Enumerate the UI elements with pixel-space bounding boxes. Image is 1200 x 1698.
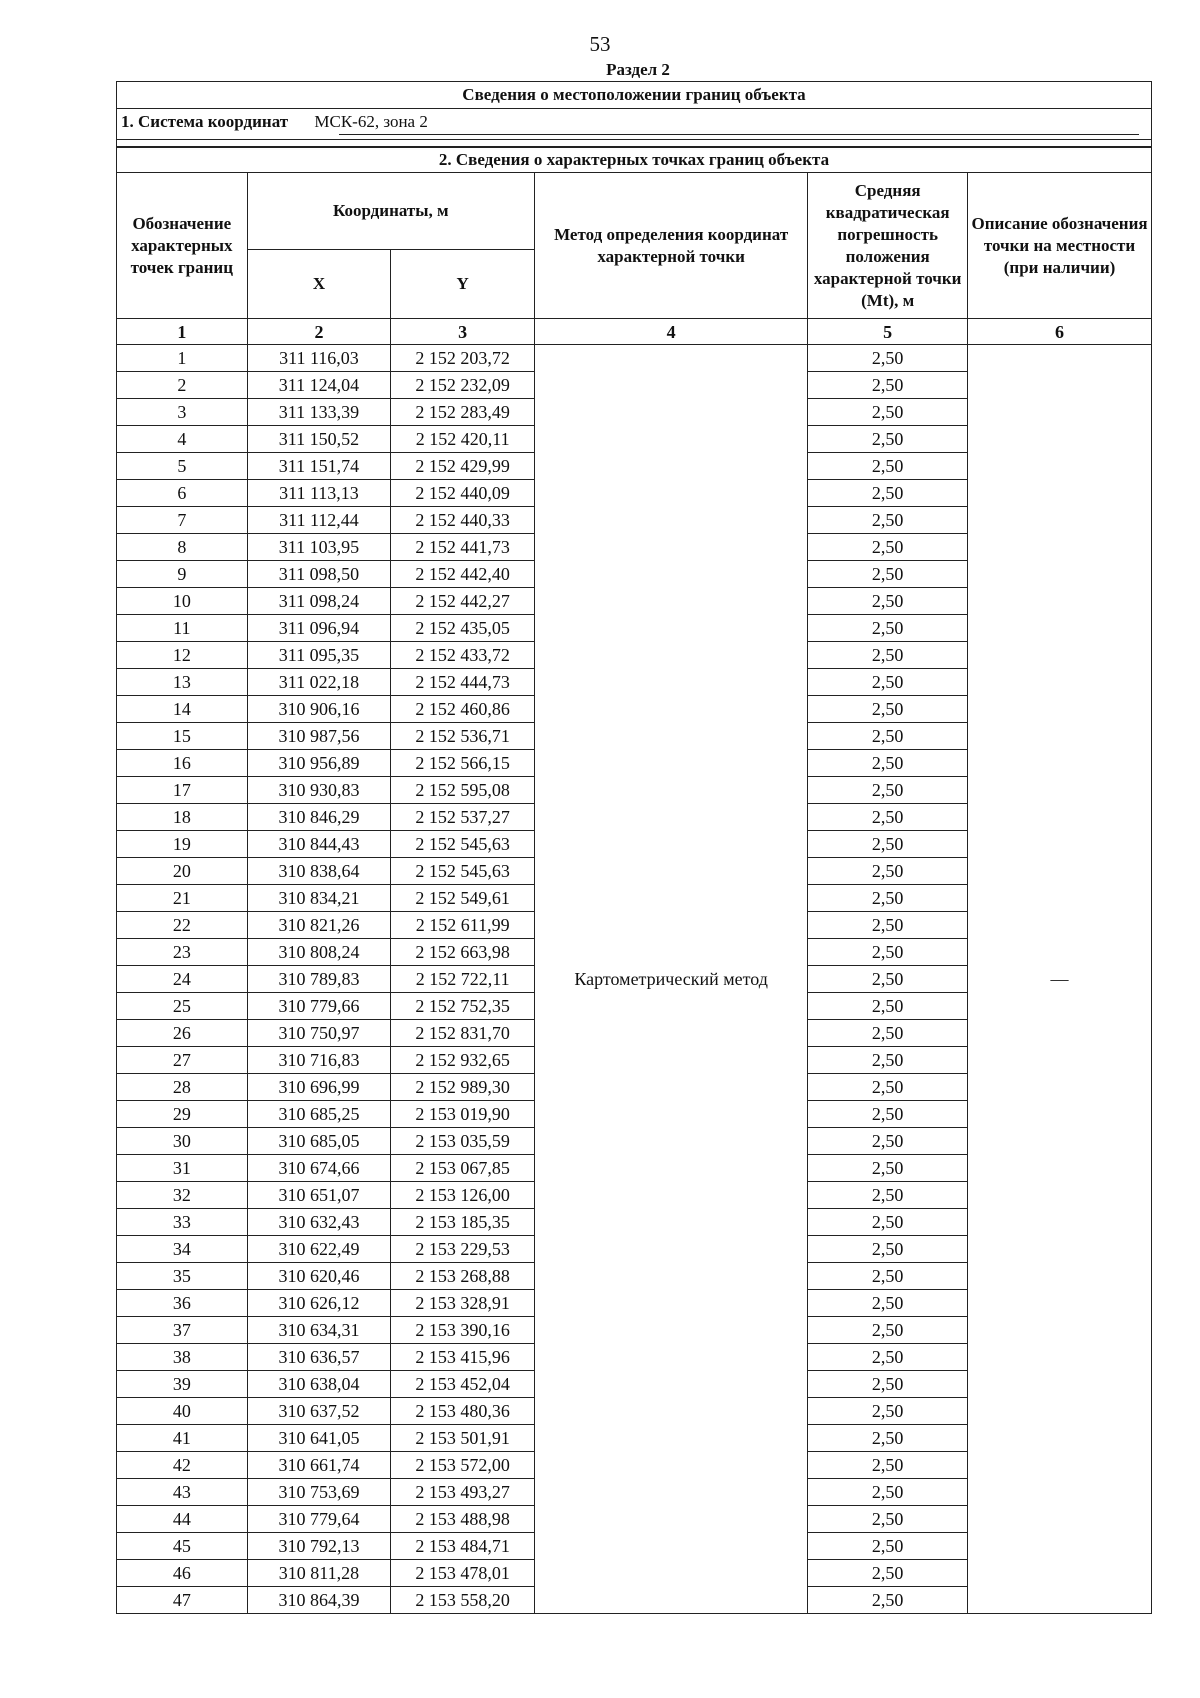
y-coordinate-cell: 2 153 019,90 xyxy=(391,1101,535,1128)
mean-square-error-cell: 2,50 xyxy=(808,1155,968,1182)
column-number-4: 4 xyxy=(535,319,808,345)
mean-square-error-cell: 2,50 xyxy=(808,1101,968,1128)
point-number-cell: 5 xyxy=(117,453,248,480)
point-number-cell: 6 xyxy=(117,480,248,507)
mean-square-error-cell: 2,50 xyxy=(808,1425,968,1452)
y-coordinate-cell: 2 152 433,72 xyxy=(391,642,535,669)
y-coordinate-cell: 2 152 440,33 xyxy=(391,507,535,534)
points-section-title: 2. Сведения о характерных точках границ объекта xyxy=(117,147,1152,173)
y-coordinate-cell: 2 153 268,88 xyxy=(391,1263,535,1290)
mean-square-error-cell: 2,50 xyxy=(808,1209,968,1236)
x-coordinate-cell: 310 838,64 xyxy=(247,858,391,885)
y-coordinate-cell: 2 152 232,09 xyxy=(391,372,535,399)
y-coordinate-cell: 2 153 484,71 xyxy=(391,1533,535,1560)
x-coordinate-cell: 310 753,69 xyxy=(247,1479,391,1506)
header-method: Метод определения координат характерной точки xyxy=(535,173,808,319)
y-coordinate-cell: 2 152 611,99 xyxy=(391,912,535,939)
mean-square-error-cell: 2,50 xyxy=(808,1263,968,1290)
point-number-cell: 28 xyxy=(117,1074,248,1101)
y-coordinate-cell: 2 153 415,96 xyxy=(391,1344,535,1371)
point-number-cell: 40 xyxy=(117,1398,248,1425)
table-row xyxy=(117,345,1152,372)
point-number-cell: 7 xyxy=(117,507,248,534)
point-number-cell: 17 xyxy=(117,777,248,804)
y-coordinate-cell: 2 152 442,27 xyxy=(391,588,535,615)
x-coordinate-cell: 311 096,94 xyxy=(247,615,391,642)
method-cell: Картометрический метод xyxy=(535,345,808,1614)
y-coordinate-cell: 2 152 566,15 xyxy=(391,750,535,777)
header-coordinates: Координаты, м xyxy=(247,173,534,250)
mean-square-error-cell: 2,50 xyxy=(808,696,968,723)
y-coordinate-cell: 2 152 203,72 xyxy=(391,345,535,372)
mean-square-error-cell: 2,50 xyxy=(808,885,968,912)
point-number-cell: 12 xyxy=(117,642,248,669)
mean-square-error-cell: 2,50 xyxy=(808,1290,968,1317)
y-coordinate-cell: 2 153 501,91 xyxy=(391,1425,535,1452)
x-coordinate-cell: 310 864,39 xyxy=(247,1587,391,1614)
x-coordinate-cell: 311 116,03 xyxy=(247,345,391,372)
y-coordinate-cell: 2 153 488,98 xyxy=(391,1506,535,1533)
mean-square-error-cell: 2,50 xyxy=(808,345,968,372)
point-number-cell: 9 xyxy=(117,561,248,588)
point-number-cell: 46 xyxy=(117,1560,248,1587)
point-number-cell: 37 xyxy=(117,1317,248,1344)
x-coordinate-cell: 310 846,29 xyxy=(247,804,391,831)
point-number-cell: 22 xyxy=(117,912,248,939)
point-number-cell: 3 xyxy=(117,399,248,426)
point-number-cell: 8 xyxy=(117,534,248,561)
mean-square-error-cell: 2,50 xyxy=(808,615,968,642)
y-coordinate-cell: 2 152 444,73 xyxy=(391,669,535,696)
x-coordinate-cell: 310 987,56 xyxy=(247,723,391,750)
coordinate-system-value: МСК-62, зона 2 xyxy=(314,112,428,131)
x-coordinate-cell: 310 834,21 xyxy=(247,885,391,912)
point-number-cell: 29 xyxy=(117,1101,248,1128)
mean-square-error-cell: 2,50 xyxy=(808,399,968,426)
x-coordinate-cell: 310 696,99 xyxy=(247,1074,391,1101)
point-number-cell: 25 xyxy=(117,993,248,1020)
x-coordinate-cell: 310 930,83 xyxy=(247,777,391,804)
point-number-cell: 16 xyxy=(117,750,248,777)
coordinate-system-label: 1. Система координат xyxy=(121,112,289,131)
mean-square-error-cell: 2,50 xyxy=(808,1317,968,1344)
point-number-cell: 43 xyxy=(117,1479,248,1506)
x-coordinate-cell: 310 634,31 xyxy=(247,1317,391,1344)
x-coordinate-cell: 310 750,97 xyxy=(247,1020,391,1047)
point-number-cell: 20 xyxy=(117,858,248,885)
header-y: Y xyxy=(391,250,535,319)
x-coordinate-cell: 310 632,43 xyxy=(247,1209,391,1236)
x-coordinate-cell: 310 821,26 xyxy=(247,912,391,939)
mean-square-error-cell: 2,50 xyxy=(808,1479,968,1506)
mean-square-error-cell: 2,50 xyxy=(808,831,968,858)
y-coordinate-cell: 2 152 441,73 xyxy=(391,534,535,561)
mean-square-error-cell: 2,50 xyxy=(808,777,968,804)
mean-square-error-cell: 2,50 xyxy=(808,588,968,615)
mean-square-error-cell: 2,50 xyxy=(808,1560,968,1587)
x-coordinate-cell: 311 098,50 xyxy=(247,561,391,588)
point-number-cell: 4 xyxy=(117,426,248,453)
point-number-cell: 33 xyxy=(117,1209,248,1236)
mean-square-error-cell: 2,50 xyxy=(808,1128,968,1155)
boundary-points-table xyxy=(116,81,1152,1614)
x-coordinate-cell: 310 792,13 xyxy=(247,1533,391,1560)
point-number-cell: 1 xyxy=(117,345,248,372)
column-number-6: 6 xyxy=(968,319,1152,345)
x-coordinate-cell: 310 956,89 xyxy=(247,750,391,777)
header-mean-square-error: Средняя квадратическая погрешность положения характерной точки (Mt), м xyxy=(808,173,968,319)
point-number-cell: 45 xyxy=(117,1533,248,1560)
y-coordinate-cell: 2 153 067,85 xyxy=(391,1155,535,1182)
mean-square-error-cell: 2,50 xyxy=(808,993,968,1020)
point-number-cell: 2 xyxy=(117,372,248,399)
point-number-cell: 13 xyxy=(117,669,248,696)
x-coordinate-cell: 311 022,18 xyxy=(247,669,391,696)
x-coordinate-cell: 311 150,52 xyxy=(247,426,391,453)
page-number: 53 xyxy=(589,32,611,56)
point-number-cell: 21 xyxy=(117,885,248,912)
y-coordinate-cell: 2 152 283,49 xyxy=(391,399,535,426)
point-number-cell: 14 xyxy=(117,696,248,723)
y-coordinate-cell: 2 152 536,71 xyxy=(391,723,535,750)
point-number-cell: 10 xyxy=(117,588,248,615)
mean-square-error-cell: 2,50 xyxy=(808,642,968,669)
mean-square-error-cell: 2,50 xyxy=(808,480,968,507)
mean-square-error-cell: 2,50 xyxy=(808,534,968,561)
mean-square-error-cell: 2,50 xyxy=(808,1398,968,1425)
y-coordinate-cell: 2 152 460,86 xyxy=(391,696,535,723)
column-number-3: 3 xyxy=(391,319,535,345)
coordinate-system-row xyxy=(117,109,1152,140)
x-coordinate-cell: 311 124,04 xyxy=(247,372,391,399)
x-coordinate-cell: 310 641,05 xyxy=(247,1425,391,1452)
point-number-cell: 35 xyxy=(117,1263,248,1290)
x-coordinate-cell: 310 811,28 xyxy=(247,1560,391,1587)
y-coordinate-cell: 2 153 185,35 xyxy=(391,1209,535,1236)
section-title: Раздел 2 xyxy=(606,60,670,79)
spacer-row xyxy=(117,140,1152,148)
y-coordinate-cell: 2 153 035,59 xyxy=(391,1128,535,1155)
y-coordinate-cell: 2 153 390,16 xyxy=(391,1317,535,1344)
mean-square-error-cell: 2,50 xyxy=(808,372,968,399)
point-number-cell: 42 xyxy=(117,1452,248,1479)
x-coordinate-cell: 310 716,83 xyxy=(247,1047,391,1074)
y-coordinate-cell: 2 153 452,04 xyxy=(391,1371,535,1398)
column-number-1: 1 xyxy=(117,319,248,345)
x-coordinate-cell: 311 098,24 xyxy=(247,588,391,615)
point-number-cell: 15 xyxy=(117,723,248,750)
mean-square-error-cell: 2,50 xyxy=(808,1371,968,1398)
mean-square-error-cell: 2,50 xyxy=(808,453,968,480)
point-number-cell: 30 xyxy=(117,1128,248,1155)
y-coordinate-cell: 2 152 722,11 xyxy=(391,966,535,993)
mean-square-error-cell: 2,50 xyxy=(808,1506,968,1533)
y-coordinate-cell: 2 152 549,61 xyxy=(391,885,535,912)
x-coordinate-cell: 310 626,12 xyxy=(247,1290,391,1317)
x-coordinate-cell: 311 133,39 xyxy=(247,399,391,426)
mean-square-error-cell: 2,50 xyxy=(808,750,968,777)
point-number-cell: 31 xyxy=(117,1155,248,1182)
x-coordinate-cell: 311 095,35 xyxy=(247,642,391,669)
mean-square-error-cell: 2,50 xyxy=(808,723,968,750)
mean-square-error-cell: 2,50 xyxy=(808,507,968,534)
x-coordinate-cell: 310 637,52 xyxy=(247,1398,391,1425)
point-number-cell: 18 xyxy=(117,804,248,831)
y-coordinate-cell: 2 153 126,00 xyxy=(391,1182,535,1209)
point-number-cell: 38 xyxy=(117,1344,248,1371)
x-coordinate-cell: 311 103,95 xyxy=(247,534,391,561)
x-coordinate-cell: 310 789,83 xyxy=(247,966,391,993)
x-coordinate-cell: 310 651,07 xyxy=(247,1182,391,1209)
point-number-cell: 44 xyxy=(117,1506,248,1533)
point-number-cell: 11 xyxy=(117,615,248,642)
y-coordinate-cell: 2 152 420,11 xyxy=(391,426,535,453)
y-coordinate-cell: 2 153 572,00 xyxy=(391,1452,535,1479)
point-number-cell: 47 xyxy=(117,1587,248,1614)
mean-square-error-cell: 2,50 xyxy=(808,1533,968,1560)
y-coordinate-cell: 2 153 480,36 xyxy=(391,1398,535,1425)
point-number-cell: 26 xyxy=(117,1020,248,1047)
x-coordinate-cell: 310 622,49 xyxy=(247,1236,391,1263)
mean-square-error-cell: 2,50 xyxy=(808,1020,968,1047)
x-coordinate-cell: 310 620,46 xyxy=(247,1263,391,1290)
point-number-cell: 23 xyxy=(117,939,248,966)
y-coordinate-cell: 2 153 558,20 xyxy=(391,1587,535,1614)
y-coordinate-cell: 2 152 537,27 xyxy=(391,804,535,831)
point-number-cell: 32 xyxy=(117,1182,248,1209)
mean-square-error-cell: 2,50 xyxy=(808,939,968,966)
y-coordinate-cell: 2 152 595,08 xyxy=(391,777,535,804)
mean-square-error-cell: 2,50 xyxy=(808,561,968,588)
y-coordinate-cell: 2 152 663,98 xyxy=(391,939,535,966)
x-coordinate-cell: 310 661,74 xyxy=(247,1452,391,1479)
x-coordinate-cell: 310 636,57 xyxy=(247,1344,391,1371)
underline xyxy=(339,134,1139,135)
x-coordinate-cell: 311 112,44 xyxy=(247,507,391,534)
point-number-cell: 39 xyxy=(117,1371,248,1398)
x-coordinate-cell: 310 844,43 xyxy=(247,831,391,858)
y-coordinate-cell: 2 152 831,70 xyxy=(391,1020,535,1047)
point-number-cell: 24 xyxy=(117,966,248,993)
x-coordinate-cell: 310 779,64 xyxy=(247,1506,391,1533)
mean-square-error-cell: 2,50 xyxy=(808,1047,968,1074)
y-coordinate-cell: 2 152 442,40 xyxy=(391,561,535,588)
mean-square-error-cell: 2,50 xyxy=(808,669,968,696)
x-coordinate-cell: 310 779,66 xyxy=(247,993,391,1020)
header-x: X xyxy=(247,250,391,319)
y-coordinate-cell: 2 152 429,99 xyxy=(391,453,535,480)
column-number-5: 5 xyxy=(808,319,968,345)
mean-square-error-cell: 2,50 xyxy=(808,804,968,831)
y-coordinate-cell: 2 152 545,63 xyxy=(391,831,535,858)
mean-square-error-cell: 2,50 xyxy=(808,966,968,993)
table-title: Сведения о местоположении границ объекта xyxy=(117,82,1152,109)
y-coordinate-cell: 2 152 545,63 xyxy=(391,858,535,885)
point-number-cell: 36 xyxy=(117,1290,248,1317)
y-coordinate-cell: 2 152 989,30 xyxy=(391,1074,535,1101)
mean-square-error-cell: 2,50 xyxy=(808,1452,968,1479)
header-description: Описание обозначения точки на местности (при наличии) xyxy=(968,173,1152,319)
point-number-cell: 41 xyxy=(117,1425,248,1452)
mean-square-error-cell: 2,50 xyxy=(808,858,968,885)
y-coordinate-cell: 2 153 328,91 xyxy=(391,1290,535,1317)
x-coordinate-cell: 310 808,24 xyxy=(247,939,391,966)
mean-square-error-cell: 2,50 xyxy=(808,1587,968,1614)
y-coordinate-cell: 2 153 229,53 xyxy=(391,1236,535,1263)
mean-square-error-cell: 2,50 xyxy=(808,1236,968,1263)
y-coordinate-cell: 2 152 435,05 xyxy=(391,615,535,642)
column-number-2: 2 xyxy=(247,319,391,345)
mean-square-error-cell: 2,50 xyxy=(808,912,968,939)
point-number-cell: 27 xyxy=(117,1047,248,1074)
y-coordinate-cell: 2 152 932,65 xyxy=(391,1047,535,1074)
x-coordinate-cell: 311 113,13 xyxy=(247,480,391,507)
description-cell: — xyxy=(968,345,1152,1614)
point-number-cell: 34 xyxy=(117,1236,248,1263)
mean-square-error-cell: 2,50 xyxy=(808,1344,968,1371)
mean-square-error-cell: 2,50 xyxy=(808,426,968,453)
y-coordinate-cell: 2 153 493,27 xyxy=(391,1479,535,1506)
y-coordinate-cell: 2 152 752,35 xyxy=(391,993,535,1020)
x-coordinate-cell: 310 906,16 xyxy=(247,696,391,723)
header-point-designation: Обозначение характерных точек границ xyxy=(117,173,248,319)
point-number-cell: 19 xyxy=(117,831,248,858)
x-coordinate-cell: 310 674,66 xyxy=(247,1155,391,1182)
y-coordinate-cell: 2 152 440,09 xyxy=(391,480,535,507)
mean-square-error-cell: 2,50 xyxy=(808,1074,968,1101)
y-coordinate-cell: 2 153 478,01 xyxy=(391,1560,535,1587)
x-coordinate-cell: 310 685,05 xyxy=(247,1128,391,1155)
x-coordinate-cell: 310 638,04 xyxy=(247,1371,391,1398)
x-coordinate-cell: 311 151,74 xyxy=(247,453,391,480)
x-coordinate-cell: 310 685,25 xyxy=(247,1101,391,1128)
mean-square-error-cell: 2,50 xyxy=(808,1182,968,1209)
